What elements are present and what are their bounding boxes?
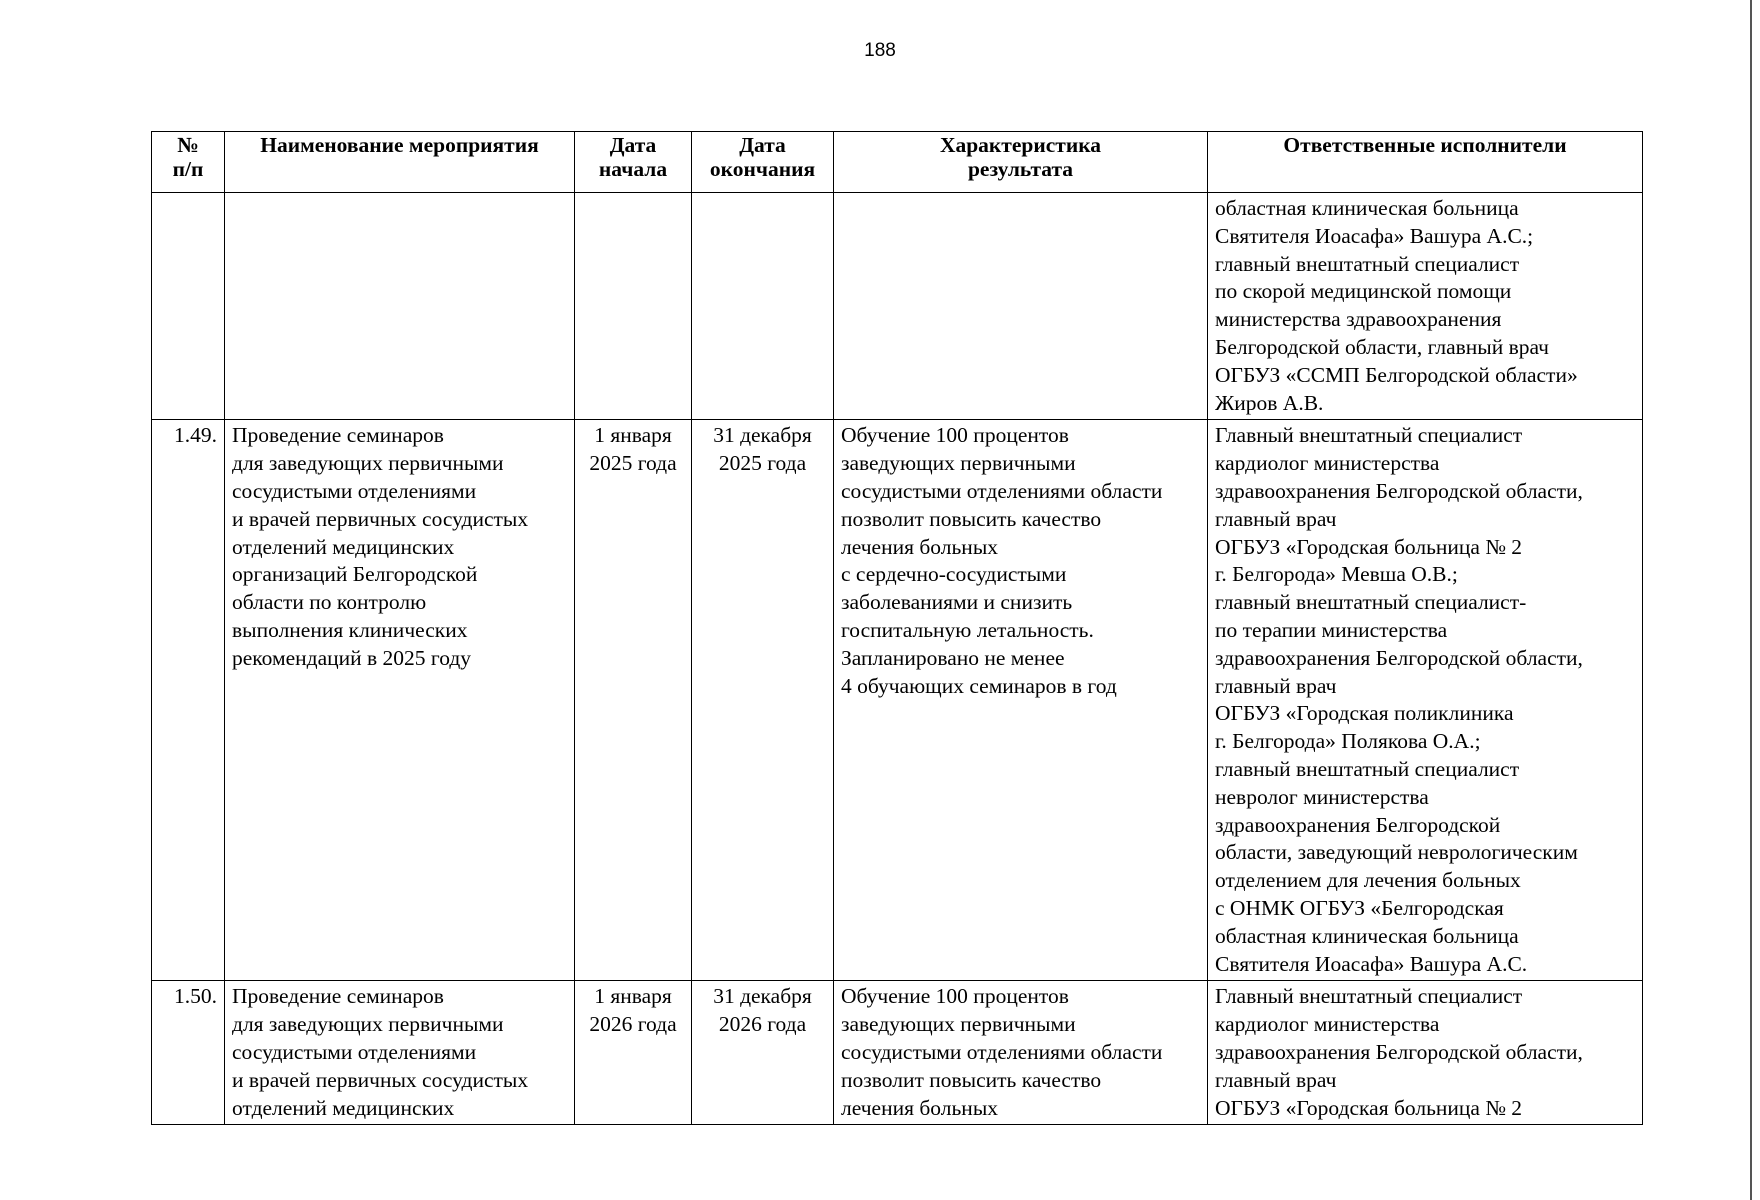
row-result	[834, 193, 1208, 420]
row-executors: областная клиническая больница Святителя Иоасафа» Вашура А.С.; главный внештатный специалист по скорой медицинской помощи министерства здравоохранения Белгородской области, главный врач ОГБУЗ «ССМП Белгородской области» Жиров А.В.	[1208, 193, 1643, 420]
row-name: Проведение семинаров для заведующих первичными сосудистыми отделениями и врачей первичных сосудистых отделений медицинских организаций Белгородской области по контролю выполнения клинических рекомендаций в 2025 году	[225, 420, 575, 981]
row-num: 1.49.	[152, 420, 225, 981]
page-number: 188	[864, 40, 896, 61]
activities-table	[151, 131, 1643, 1125]
row-end-date: 31 декабря 2026 года	[692, 981, 834, 1125]
row-end-date: 31 декабря 2025 года	[692, 420, 834, 981]
row-name	[225, 193, 575, 420]
table-row	[152, 981, 1643, 1125]
row-start-date	[575, 193, 692, 420]
table-row	[152, 420, 1643, 981]
row-end-date	[692, 193, 834, 420]
header-result: Характеристика результата	[834, 132, 1208, 193]
row-num: 1.50.	[152, 981, 225, 1125]
row-result: Обучение 100 процентов заведующих первичными сосудистыми отделениями области позволит повысить качество лечения больных с сердечно-сосудистыми заболеваниями и снизить госпитальную летальность. Запланировано не менее 4 обучающих семинаров в год	[834, 420, 1208, 981]
row-name: Проведение семинаров для заведующих первичными сосудистыми отделениями и врачей первичных сосудистых отделений медицинских	[225, 981, 575, 1125]
row-executors: Главный внештатный специалист кардиолог министерства здравоохранения Белгородской области, главный врач ОГБУЗ «Городская больница № 2	[1208, 981, 1643, 1125]
row-num	[152, 193, 225, 420]
row-start-date: 1 января 2025 года	[575, 420, 692, 981]
table-row	[152, 193, 1643, 420]
table-header-row	[152, 132, 1643, 193]
row-result: Обучение 100 процентов заведующих первичными сосудистыми отделениями области позволит повысить качество лечения больных	[834, 981, 1208, 1125]
row-executors: Главный внештатный специалист кардиолог министерства здравоохранения Белгородской области, главный врач ОГБУЗ «Городская больница № 2 г. Белгорода» Мевша О.В.; главный внештатный специалист- по терапии министерства здравоохранения Белгородской области, главный врач ОГБУЗ «Городская поликлиника г. Белгорода» Полякова О.А.; главный внештатный специалист невролог министерства здравоохранения Белгородской области, заведующий неврологическим отделением для лечения больных с ОНМК ОГБУЗ «Белгородская областная клиническая больница Святителя Иоасафа» Вашура А.С.	[1208, 420, 1643, 981]
row-start-date: 1 января 2026 года	[575, 981, 692, 1125]
scan-edge-line	[1750, 0, 1752, 1200]
header-end-date: Дата окончания	[692, 132, 834, 193]
header-executors: Ответственные исполнители	[1208, 132, 1643, 193]
header-name: Наименование мероприятия	[225, 132, 575, 193]
header-start-date: Дата начала	[575, 132, 692, 193]
header-num: № п/п	[152, 132, 225, 193]
